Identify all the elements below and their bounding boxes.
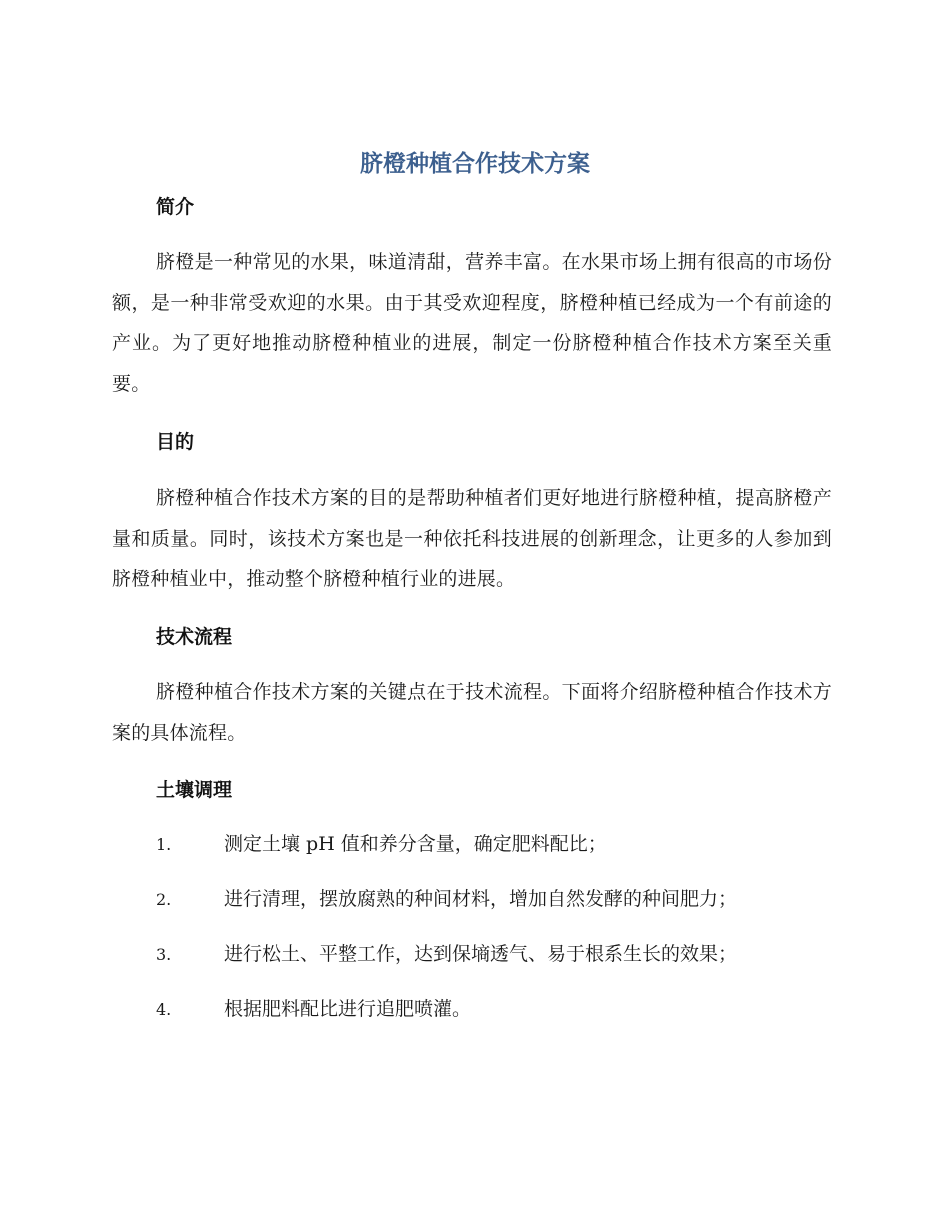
list-item-number: 4. (156, 1000, 172, 1019)
section-heading-intro: 简介 (156, 196, 195, 218)
document-title: 脐橙种植合作技术方案 (360, 151, 590, 177)
list-item-number: 1. (156, 835, 172, 854)
section-heading-purpose: 目的 (156, 431, 195, 453)
list-item-number: 3. (156, 945, 172, 964)
list-item (156, 829, 836, 884)
section-heading-process: 技术流程 (156, 626, 233, 648)
section-text-process: 脐橙种植合作技术方案的关键点在于技术流程。下面将介绍脐橙种植合作技术方案的具体流程。 (112, 681, 832, 744)
section-heading-soil: 土壤调理 (156, 779, 233, 801)
section-text-intro: 脐橙是一种常见的水果，味道清甜，营养丰富。在水果市场上拥有很高的市场份额，是一种非常受欢迎的水果。由于其受欢迎程度，脐橙种植已经成为一个有前途的产业。为了更好地推动脐橙种植业的进展，制定一份脐橙种植合作技术方案至关重要。 (112, 251, 832, 395)
list-item-text: 进行清理，摆放腐熟的种间材料，增加自然发酵的种间肥力； (224, 888, 738, 910)
list-item (156, 939, 836, 994)
soil-steps-list (156, 829, 836, 1049)
section-text-purpose: 脐橙种植合作技术方案的目的是帮助种植者们更好地进行脐橙种植，提高脐橙产量和质量。同时，该技术方案也是一种依托科技进展的创新理念，让更多的人参加到脐橙种植业中，推动整个脐橙种植行业的进展。 (112, 487, 832, 590)
list-item-text: 测定土壤 pH 值和养分含量，确定肥料配比； (224, 833, 607, 855)
list-item (156, 994, 836, 1049)
list-item-text: 根据肥料配比进行追肥喷灌。 (224, 998, 472, 1020)
list-item-number: 2. (156, 890, 172, 909)
list-item-text: 进行松土、平整工作，达到保墒透气、易于根系生长的效果； (224, 943, 738, 965)
list-item (156, 884, 836, 939)
